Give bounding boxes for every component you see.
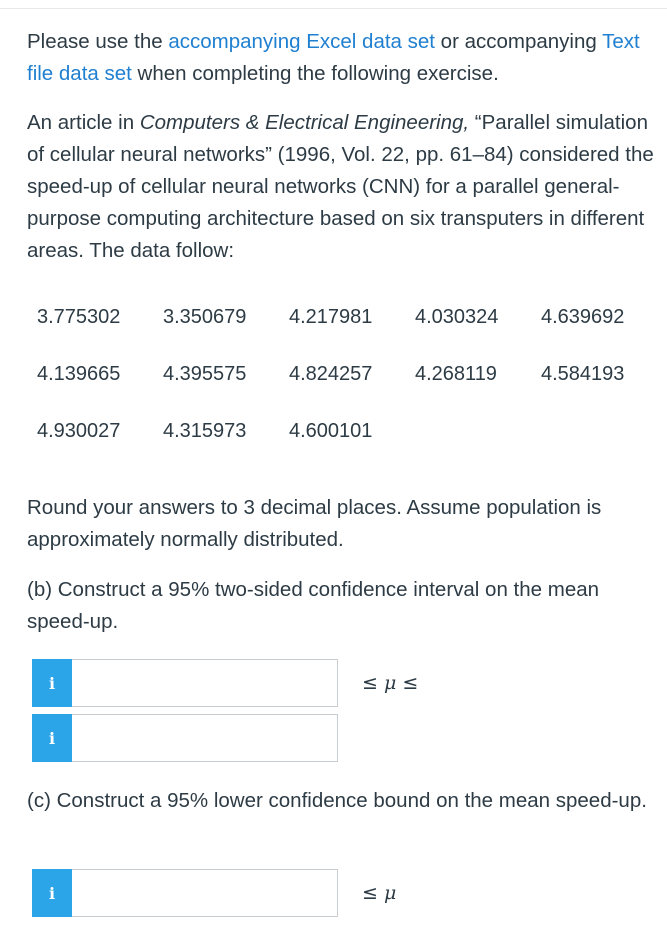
- mu-symbol: μ: [383, 882, 397, 904]
- problem-paragraph: [27, 107, 663, 267]
- data-value: 4.639692: [541, 306, 625, 328]
- info-icon[interactable]: i: [32, 659, 72, 707]
- intro-text-2: or accompanying: [434, 30, 603, 53]
- part-b-upper-answer: [32, 714, 338, 762]
- part-b-upper-input[interactable]: [72, 714, 338, 762]
- data-value: 4.268119: [415, 363, 497, 385]
- part-c-relation: [362, 882, 396, 904]
- part-b-lower-answer: [32, 659, 338, 707]
- instructions-text: Round your answers to 3 decimal places. Assume population is approximately normally distributed.: [27, 496, 602, 551]
- text-file-data-link[interactable]: Text file data set: [27, 30, 640, 85]
- info-icon[interactable]: i: [32, 714, 72, 762]
- intro-text-3: when completing the following exercise.: [131, 62, 499, 85]
- problem-text-2: “Parallel simulation of cellular neural networks” (1996, Vol. 22, pp. 61–84) considered the speed-up of cellular neural networks (CNN) for a parallel general-purpose computing architecture based on six transputers in different areas. The data follow:: [27, 111, 654, 262]
- part-b-prompt: (b) Construct a 95% two-sided confidence interval on the mean speed-up.: [27, 578, 600, 633]
- data-value: 3.350679: [163, 306, 247, 328]
- data-value: 4.824257: [289, 363, 373, 385]
- top-divider: [0, 8, 667, 9]
- leq-symbol: ≤: [402, 672, 419, 694]
- data-row-2: [37, 362, 667, 386]
- data-value: 4.584193: [541, 363, 625, 385]
- data-value: 3.775302: [37, 306, 121, 328]
- leq-symbol: ≤: [362, 882, 378, 904]
- intro-text-1: Please use the: [27, 30, 169, 53]
- problem-text-1: An article in: [27, 111, 140, 134]
- intro-paragraph: [27, 26, 663, 90]
- part-b-relation: [362, 672, 418, 694]
- leq-symbol: ≤: [362, 672, 378, 694]
- data-value: 4.217981: [289, 306, 373, 328]
- part-c-lower-input[interactable]: [72, 869, 338, 917]
- data-value: 4.315973: [163, 420, 247, 442]
- data-value: 4.600101: [289, 420, 373, 442]
- journal-title: Computers & Electrical Engineering,: [139, 111, 470, 134]
- data-row-1: [37, 305, 667, 329]
- part-c-prompt: (c) Construct a 95% lower confidence bound on the mean speed-up.: [27, 789, 647, 812]
- data-row-3: [37, 419, 415, 443]
- mu-symbol: μ: [383, 672, 397, 694]
- info-icon[interactable]: i: [32, 869, 72, 917]
- part-c-lower-answer: [32, 869, 338, 917]
- data-value: 4.030324: [415, 306, 499, 328]
- data-value: 4.139665: [37, 363, 121, 385]
- part-b-lower-input[interactable]: [72, 659, 338, 707]
- data-value: 4.930027: [37, 420, 121, 442]
- excel-data-link[interactable]: accompanying Excel data set: [168, 30, 435, 53]
- data-value: 4.395575: [163, 363, 247, 385]
